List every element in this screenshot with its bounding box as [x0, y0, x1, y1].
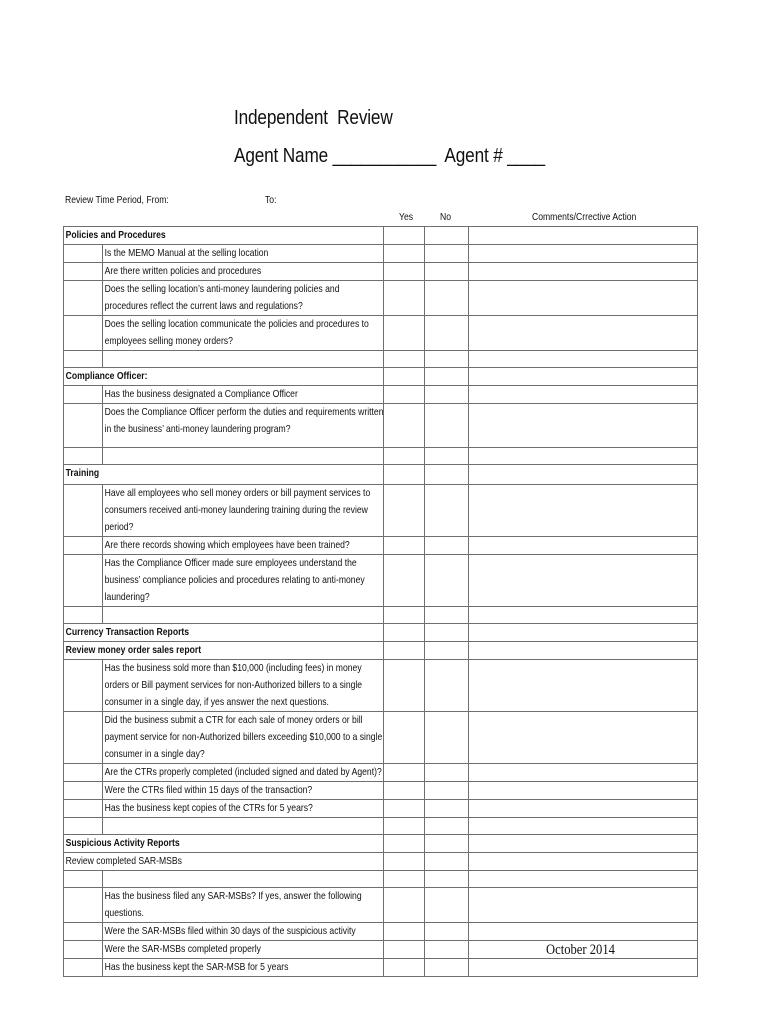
indent-cell	[64, 660, 103, 712]
spacer-row	[64, 818, 698, 835]
section-header-row	[64, 835, 698, 853]
no-cell[interactable]	[425, 660, 469, 712]
spacer-row	[64, 607, 698, 624]
subsection-label: Review completed SAR-MSBs	[65, 855, 182, 867]
section-title: Policies and Procedures	[65, 229, 166, 241]
section-label-cell	[64, 835, 384, 853]
comments-cell[interactable]	[469, 782, 698, 800]
question-cell	[103, 555, 384, 607]
no-cell	[425, 835, 469, 853]
section-label-cell	[64, 227, 384, 245]
no-cell[interactable]	[425, 764, 469, 782]
yes-cell	[384, 835, 425, 853]
yes-cell[interactable]	[384, 764, 425, 782]
no-cell	[425, 227, 469, 245]
indent-cell	[64, 941, 103, 959]
section-header-row	[64, 227, 698, 245]
yes-cell[interactable]	[384, 555, 425, 607]
yes-cell[interactable]	[384, 782, 425, 800]
no-cell	[425, 368, 469, 386]
question-row	[64, 923, 698, 941]
question-text: Has the business filed any SAR-MSBs? If yes, answer the following questions.	[104, 890, 362, 919]
no-cell[interactable]	[425, 888, 469, 923]
yes-cell[interactable]	[384, 800, 425, 818]
yes-cell[interactable]	[384, 263, 425, 281]
question-cell	[103, 245, 384, 263]
question-cell	[103, 818, 384, 835]
indent-cell	[64, 923, 103, 941]
no-cell[interactable]	[425, 712, 469, 764]
question-row	[64, 959, 698, 977]
no-cell	[425, 871, 469, 888]
indent-cell	[64, 764, 103, 782]
section-header-row	[64, 368, 698, 386]
no-cell[interactable]	[425, 941, 469, 959]
yes-cell[interactable]	[384, 660, 425, 712]
yes-cell[interactable]	[384, 386, 425, 404]
indent-cell	[64, 281, 103, 316]
indent-cell	[64, 448, 103, 465]
indent-cell	[64, 959, 103, 977]
question-text: Does the selling location’s anti-money laundering policies and procedures reflect the current laws and regulations?	[104, 283, 340, 312]
question-text: Were the SAR-MSBs filed within 30 days of the suspicious activity	[104, 925, 356, 937]
comments-cell	[469, 853, 698, 871]
column-header-yes: Yes	[399, 211, 414, 223]
yes-cell[interactable]	[384, 941, 425, 959]
yes-cell	[384, 465, 425, 485]
question-cell	[103, 764, 384, 782]
question-text: Were the CTRs filed within 15 days of the transaction?	[104, 784, 313, 796]
comments-cell[interactable]	[469, 281, 698, 316]
question-row	[64, 660, 698, 712]
comments-cell[interactable]	[469, 959, 698, 977]
comments-cell	[469, 465, 698, 485]
section-title: Compliance Officer:	[65, 370, 148, 382]
spacer-row	[64, 351, 698, 368]
question-text: Has the business sold more than $10,000 (including fees) in money orders or Bill payment services for non-Authorized billers to a single consumer in a single day, if yes answer the next questions.	[104, 662, 363, 708]
comments-cell[interactable]	[469, 555, 698, 607]
spacer-row	[64, 871, 698, 888]
question-cell	[103, 941, 384, 959]
section-title: Training	[65, 467, 100, 479]
column-header-no: No	[440, 211, 452, 223]
comments-cell	[469, 642, 698, 660]
spacer-row	[64, 448, 698, 465]
comments-cell	[469, 448, 698, 465]
review-period-to-label: To:	[265, 194, 277, 206]
yes-cell[interactable]	[384, 245, 425, 263]
indent-cell	[64, 871, 103, 888]
question-cell	[103, 660, 384, 712]
section-title: Currency Transaction Reports	[65, 626, 190, 638]
question-row	[64, 764, 698, 782]
indent-cell	[64, 782, 103, 800]
comments-cell	[469, 871, 698, 888]
indent-cell	[64, 386, 103, 404]
question-row	[64, 404, 698, 448]
no-cell	[425, 351, 469, 368]
comments-cell[interactable]	[469, 386, 698, 404]
yes-cell	[384, 351, 425, 368]
question-cell	[103, 607, 384, 624]
question-cell	[103, 386, 384, 404]
question-row	[64, 537, 698, 555]
comments-cell[interactable]	[469, 712, 698, 764]
no-cell[interactable]	[425, 923, 469, 941]
indent-cell	[64, 316, 103, 351]
comments-cell	[469, 624, 698, 642]
question-row	[64, 555, 698, 607]
indent-cell	[64, 712, 103, 764]
indent-cell	[64, 888, 103, 923]
yes-cell[interactable]	[384, 923, 425, 941]
comments-cell[interactable]	[469, 923, 698, 941]
yes-cell[interactable]	[384, 485, 425, 537]
question-text: Did the business submit a CTR for each sale of money orders or bill payment service for non-Authorized billers exceeding $10,000 to a single consumer in a single day?	[104, 714, 383, 760]
yes-cell	[384, 853, 425, 871]
question-row	[64, 485, 698, 537]
column-header-comments: Comments/Crrective Action	[532, 211, 637, 223]
no-cell[interactable]	[425, 281, 469, 316]
section-label-cell	[64, 853, 384, 871]
no-cell	[425, 853, 469, 871]
no-cell	[425, 465, 469, 485]
comments-cell[interactable]	[469, 245, 698, 263]
yes-cell	[384, 871, 425, 888]
question-row	[64, 281, 698, 316]
indent-cell	[64, 351, 103, 368]
question-cell	[103, 800, 384, 818]
indent-cell	[64, 818, 103, 835]
section-label-cell	[64, 368, 384, 386]
comments-cell[interactable]	[469, 316, 698, 351]
question-cell	[103, 448, 384, 465]
section-label-cell	[64, 465, 384, 485]
no-cell	[425, 818, 469, 835]
footer-date: October 2014	[546, 942, 615, 958]
no-cell[interactable]	[425, 959, 469, 977]
question-row	[64, 800, 698, 818]
question-text: Is the MEMO Manual at the selling location	[104, 247, 269, 259]
no-cell[interactable]	[425, 386, 469, 404]
no-cell	[425, 624, 469, 642]
comments-cell	[469, 835, 698, 853]
no-cell[interactable]	[425, 800, 469, 818]
question-cell	[103, 263, 384, 281]
question-cell	[103, 404, 384, 448]
comments-cell[interactable]	[469, 537, 698, 555]
section-title: Review money order sales report	[65, 644, 202, 656]
no-cell[interactable]	[425, 555, 469, 607]
question-row	[64, 245, 698, 263]
no-cell	[425, 448, 469, 465]
question-text: Have all employees who sell money orders or bill payment services to consumers received anti-money laundering training during the review period?	[104, 487, 371, 533]
question-cell	[103, 485, 384, 537]
yes-cell[interactable]	[384, 316, 425, 351]
review-period-label: Review Time Period, From:	[65, 194, 169, 206]
yes-cell	[384, 624, 425, 642]
review-checklist-table	[63, 226, 698, 977]
yes-cell	[384, 368, 425, 386]
question-row	[64, 316, 698, 351]
question-text: Does the Compliance Officer perform the duties and requirements written in the business’ anti-money laundering program?	[104, 406, 384, 435]
question-cell	[103, 351, 384, 368]
no-cell[interactable]	[425, 316, 469, 351]
indent-cell	[64, 485, 103, 537]
comments-cell[interactable]	[469, 404, 698, 448]
comments-cell[interactable]	[469, 800, 698, 818]
no-cell	[425, 607, 469, 624]
no-cell[interactable]	[425, 485, 469, 537]
indent-cell	[64, 245, 103, 263]
question-row	[64, 888, 698, 923]
comments-cell[interactable]	[469, 263, 698, 281]
question-cell	[103, 712, 384, 764]
no-cell[interactable]	[425, 537, 469, 555]
question-row	[64, 853, 698, 871]
question-cell	[103, 923, 384, 941]
indent-cell	[64, 263, 103, 281]
question-cell	[103, 959, 384, 977]
comments-cell	[469, 607, 698, 624]
question-text: Has the business kept the SAR-MSB for 5 years	[104, 961, 289, 973]
comments-cell[interactable]	[469, 764, 698, 782]
section-title: Suspicious Activity Reports	[65, 837, 180, 849]
indent-cell	[64, 404, 103, 448]
question-text: Has the business kept copies of the CTRs for 5 years?	[104, 802, 313, 814]
question-text: Are the CTRs properly completed (included signed and dated by Agent)?	[104, 766, 382, 778]
question-cell	[103, 871, 384, 888]
indent-cell	[64, 800, 103, 818]
yes-cell[interactable]	[384, 404, 425, 448]
agent-name-line: Agent Name ___________ Agent # ____	[234, 144, 545, 167]
question-text: Are there written policies and procedures	[104, 265, 262, 277]
question-row	[64, 386, 698, 404]
no-cell[interactable]	[425, 782, 469, 800]
no-cell[interactable]	[425, 263, 469, 281]
question-text: Has the business designated a Compliance Officer	[104, 388, 298, 400]
question-text: Does the selling location communicate the policies and procedures to employees selling money orders?	[104, 318, 369, 347]
section-label-cell	[64, 642, 384, 660]
section-label-cell	[64, 624, 384, 642]
no-cell[interactable]	[425, 245, 469, 263]
indent-cell	[64, 607, 103, 624]
yes-cell[interactable]	[384, 888, 425, 923]
yes-cell	[384, 818, 425, 835]
comments-cell	[469, 227, 698, 245]
yes-cell[interactable]	[384, 959, 425, 977]
comments-cell	[469, 368, 698, 386]
question-cell	[103, 281, 384, 316]
question-text: Were the SAR-MSBs completed properly	[104, 943, 261, 955]
section-header-row	[64, 642, 698, 660]
comments-cell[interactable]	[469, 485, 698, 537]
yes-cell[interactable]	[384, 537, 425, 555]
question-row	[64, 712, 698, 764]
yes-cell	[384, 607, 425, 624]
yes-cell	[384, 448, 425, 465]
section-header-row	[64, 465, 698, 485]
question-row	[64, 263, 698, 281]
question-row	[64, 782, 698, 800]
no-cell	[425, 642, 469, 660]
question-cell	[103, 782, 384, 800]
section-header-row	[64, 624, 698, 642]
form-title: Independent Review	[234, 106, 393, 129]
indent-cell	[64, 537, 103, 555]
yes-cell[interactable]	[384, 712, 425, 764]
question-text: Has the Compliance Officer made sure employees understand the business’ compliance policies and procedures relating to anti-money laundering?	[104, 557, 365, 603]
yes-cell[interactable]	[384, 281, 425, 316]
yes-cell	[384, 642, 425, 660]
comments-cell[interactable]	[469, 660, 698, 712]
comments-cell	[469, 818, 698, 835]
question-cell	[103, 537, 384, 555]
question-cell	[103, 316, 384, 351]
question-text: Are there records showing which employees have been trained?	[104, 539, 350, 551]
no-cell[interactable]	[425, 404, 469, 448]
indent-cell	[64, 555, 103, 607]
comments-cell[interactable]	[469, 888, 698, 923]
yes-cell	[384, 227, 425, 245]
comments-cell	[469, 351, 698, 368]
question-cell	[103, 888, 384, 923]
